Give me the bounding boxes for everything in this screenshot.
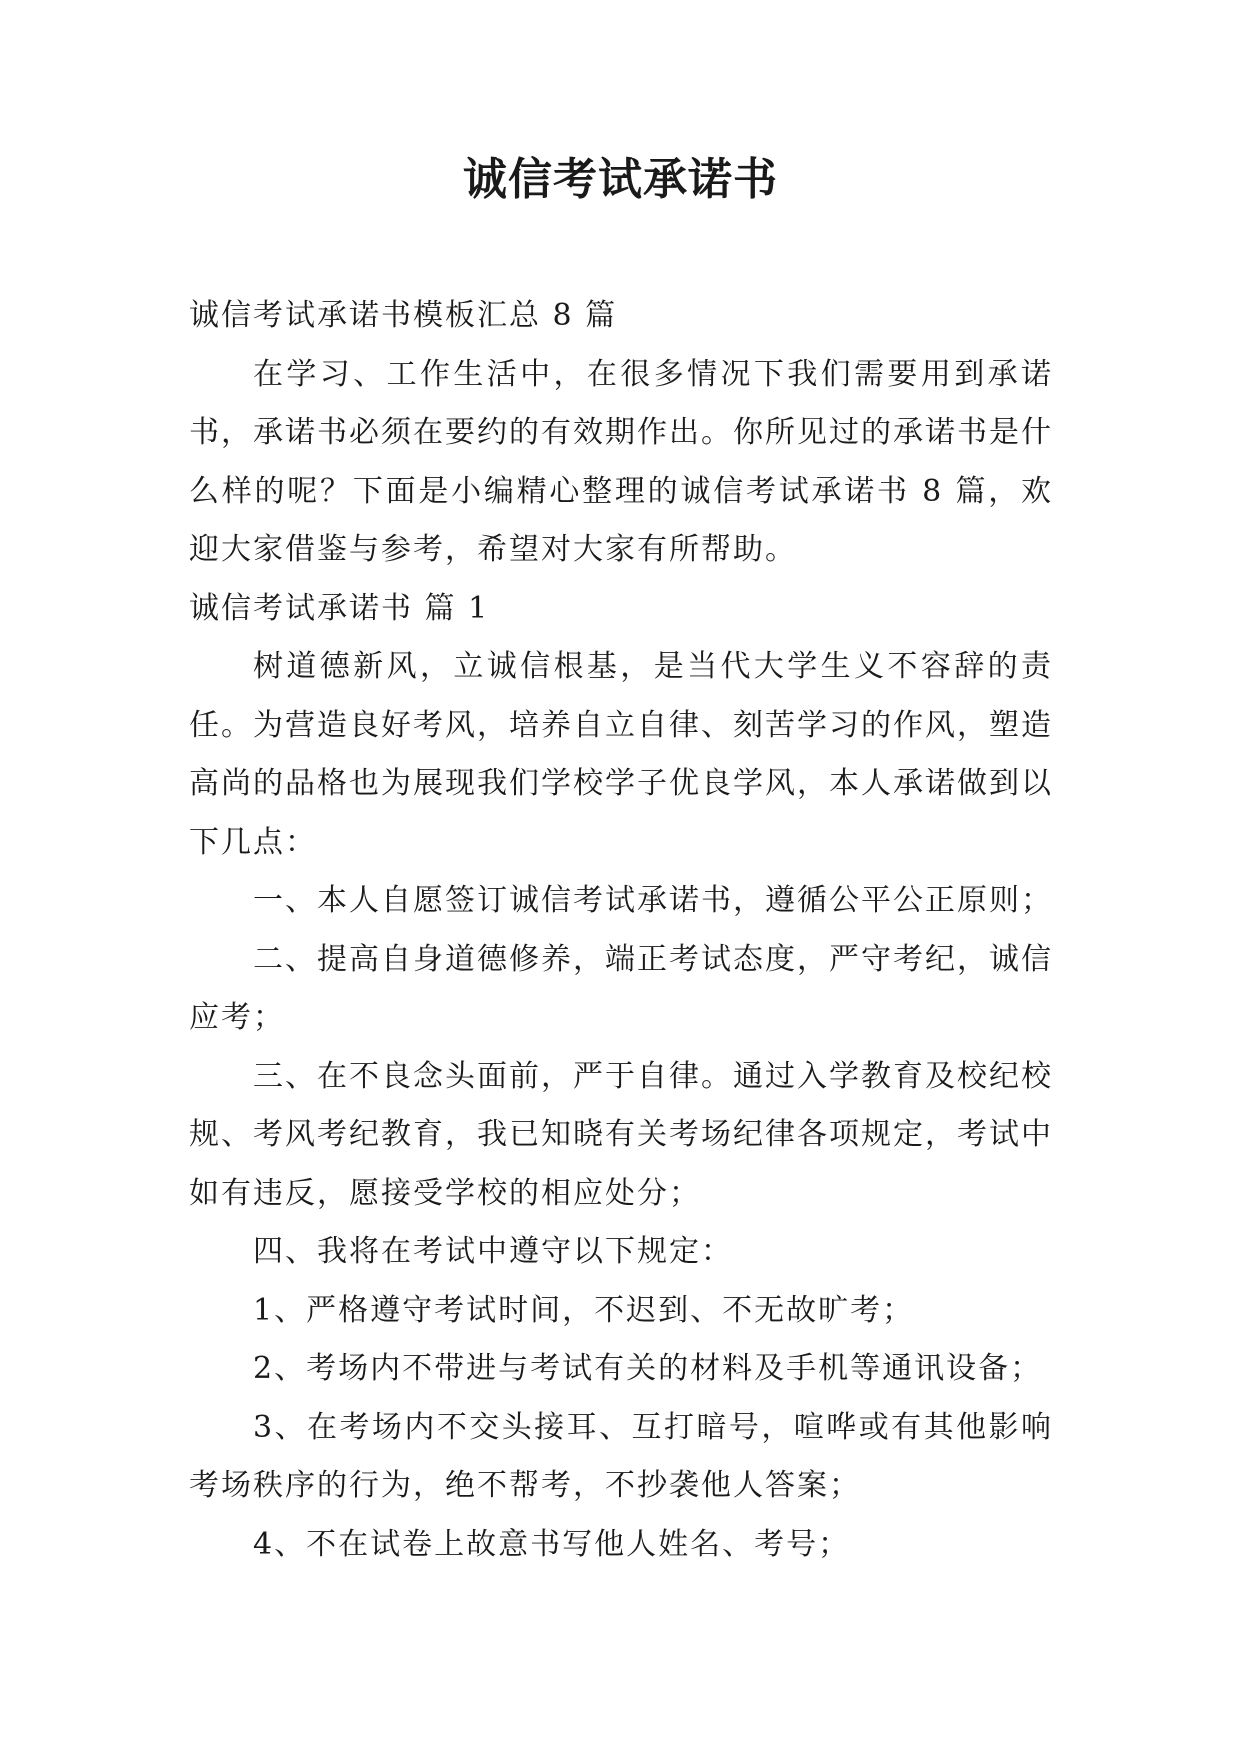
rule-item: 2、考场内不带进与考试有关的材料及手机等通讯设备； <box>253 1351 1043 1386</box>
rule-item: 1、严格遵守考试时间，不迟到、不无故旷考； <box>253 1292 915 1328</box>
document-title: 诚信考试承诺书 <box>463 154 778 205</box>
body-paragraph: 树道德新风，立诚信根基，是当代大学生义不容辞的责任。为营造良好考风，培养自立自律、刻苦学习的作风，塑造高尚的品格也为展现我们学校学子优良学风，本人承诺做到以下几点： <box>189 649 1053 860</box>
list-item: 一、本人自愿签订诚信考试承诺书，遵循公平公正原则； <box>253 883 1053 918</box>
intro-paragraph: 在学习、工作生活中，在很多情况下我们需要用到承诺书，承诺书必须在要约的有效期作出。你所见过的承诺书是什么样的呢？下面是小编精心整理的诚信考试承诺书 8 篇，欢迎大家借鉴与参考，希望对大家有所帮助。 <box>189 356 1053 567</box>
subtitle-paragraph: 诚信考试承诺书模板汇总 8 篇 <box>189 298 618 333</box>
document-body <box>189 287 1053 1574</box>
rule-item: 3、在考场内不交头接耳、互打暗号，喧哗或有其他影响考场秩序的行为，绝不帮考，不抄袭他人答案； <box>189 1409 1053 1503</box>
rule-item: 4、不在试卷上故意书写他人姓名、考号； <box>253 1526 851 1562</box>
list-item: 二、提高自身道德修养，端正考试态度，严守考纪，诚信应考； <box>189 941 1053 1035</box>
list-item: 三、在不良念头面前，严于自律。通过入学教育及校纪校规、考风考纪教育，我已知晓有关考场纪律各项规定，考试中如有违反，愿接受学校的相应处分； <box>189 1058 1053 1211</box>
list-item: 四、我将在考试中遵守以下规定： <box>253 1234 733 1269</box>
section-heading: 诚信考试承诺书 篇 1 <box>189 590 490 626</box>
